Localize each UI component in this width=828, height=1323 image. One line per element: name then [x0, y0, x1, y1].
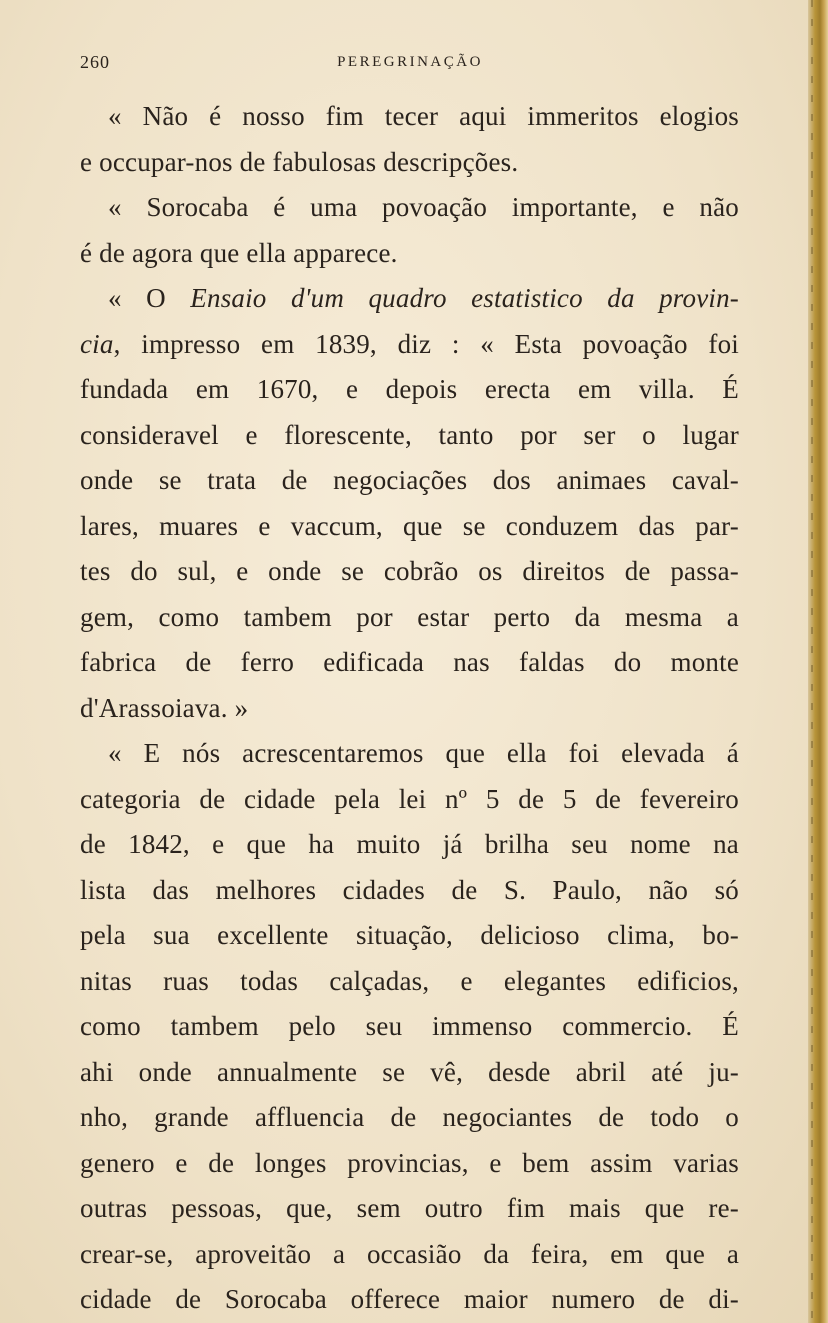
body-text [80, 94, 739, 1323]
text-line: « E nós acrescentaremos que ella foi elevada á [108, 738, 739, 768]
text-line: outras pessoas, que, sem outro fim mais que re- [80, 1193, 739, 1223]
text-line: nho, grande affluencia de negociantes de todo o [80, 1102, 739, 1132]
text-line: cidade de Sorocaba offerece maior numero de di- [80, 1284, 739, 1314]
text-line: « Sorocaba é uma povoação importante, e não [108, 192, 739, 222]
text-line: pela sua excellente situação, delicioso clima, bo- [80, 920, 739, 950]
text-line: nitas ruas todas calçadas, e elegantes edificios, [80, 965, 739, 996]
running-title: PEREGRINAÇÃO [337, 54, 483, 70]
text-line: « Não é nosso fim tecer aqui immeritos elogios [108, 101, 739, 131]
italic-title: Ensaio d'um quadro estatistico da provin- [190, 283, 739, 313]
text-line: ahi onde annualmente se vê, desde abril até ju- [80, 1056, 739, 1087]
book-spine-edge [808, 0, 828, 1323]
text-line: fabrica de ferro edificada nas faldas do monte [80, 647, 739, 677]
text-line: e occupar-nos de fabulosas descripções. [80, 146, 519, 177]
text-line: consideravel e florescente, tanto por ser o lugar [80, 419, 739, 450]
text-line: é de agora que ella apparece. [80, 237, 398, 268]
text-line: cia, impresso em 1839, diz : « Esta povoação foi [80, 328, 739, 359]
text-line: « O Ensaio d'um quadro estatistico da provin- [108, 283, 739, 313]
text-line: gem, como tambem por estar perto da mesma a [80, 601, 739, 632]
text-line: tes do sul, e onde se cobrão os direitos de passa- [80, 556, 739, 586]
text-line: lares, muares e vaccum, que se conduzem das par- [80, 510, 739, 541]
page-number: 260 [80, 52, 110, 72]
text-line: crear-se, aproveitão a occasião da feira, em que a [80, 1238, 739, 1269]
text-line: onde se trata de negociações dos animaes caval- [80, 465, 739, 495]
text-line: fundada em 1670, e depois erecta em villa. É [80, 374, 739, 404]
text-line: de 1842, e que ha muito já brilha seu nome na [80, 829, 739, 859]
italic-title: cia [80, 328, 114, 359]
text-line: d'Arassoiava. » [80, 692, 249, 723]
text-line: genero e de longes provincias, e bem assim varias [80, 1147, 739, 1178]
page-header [80, 52, 740, 76]
text-line: lista das melhores cidades de S. Paulo, não só [80, 874, 739, 905]
text-line: categoria de cidade pela lei nº 5 de 5 de fevereiro [80, 783, 739, 814]
text-line: como tambem pelo seu immenso commercio. É [80, 1011, 739, 1041]
